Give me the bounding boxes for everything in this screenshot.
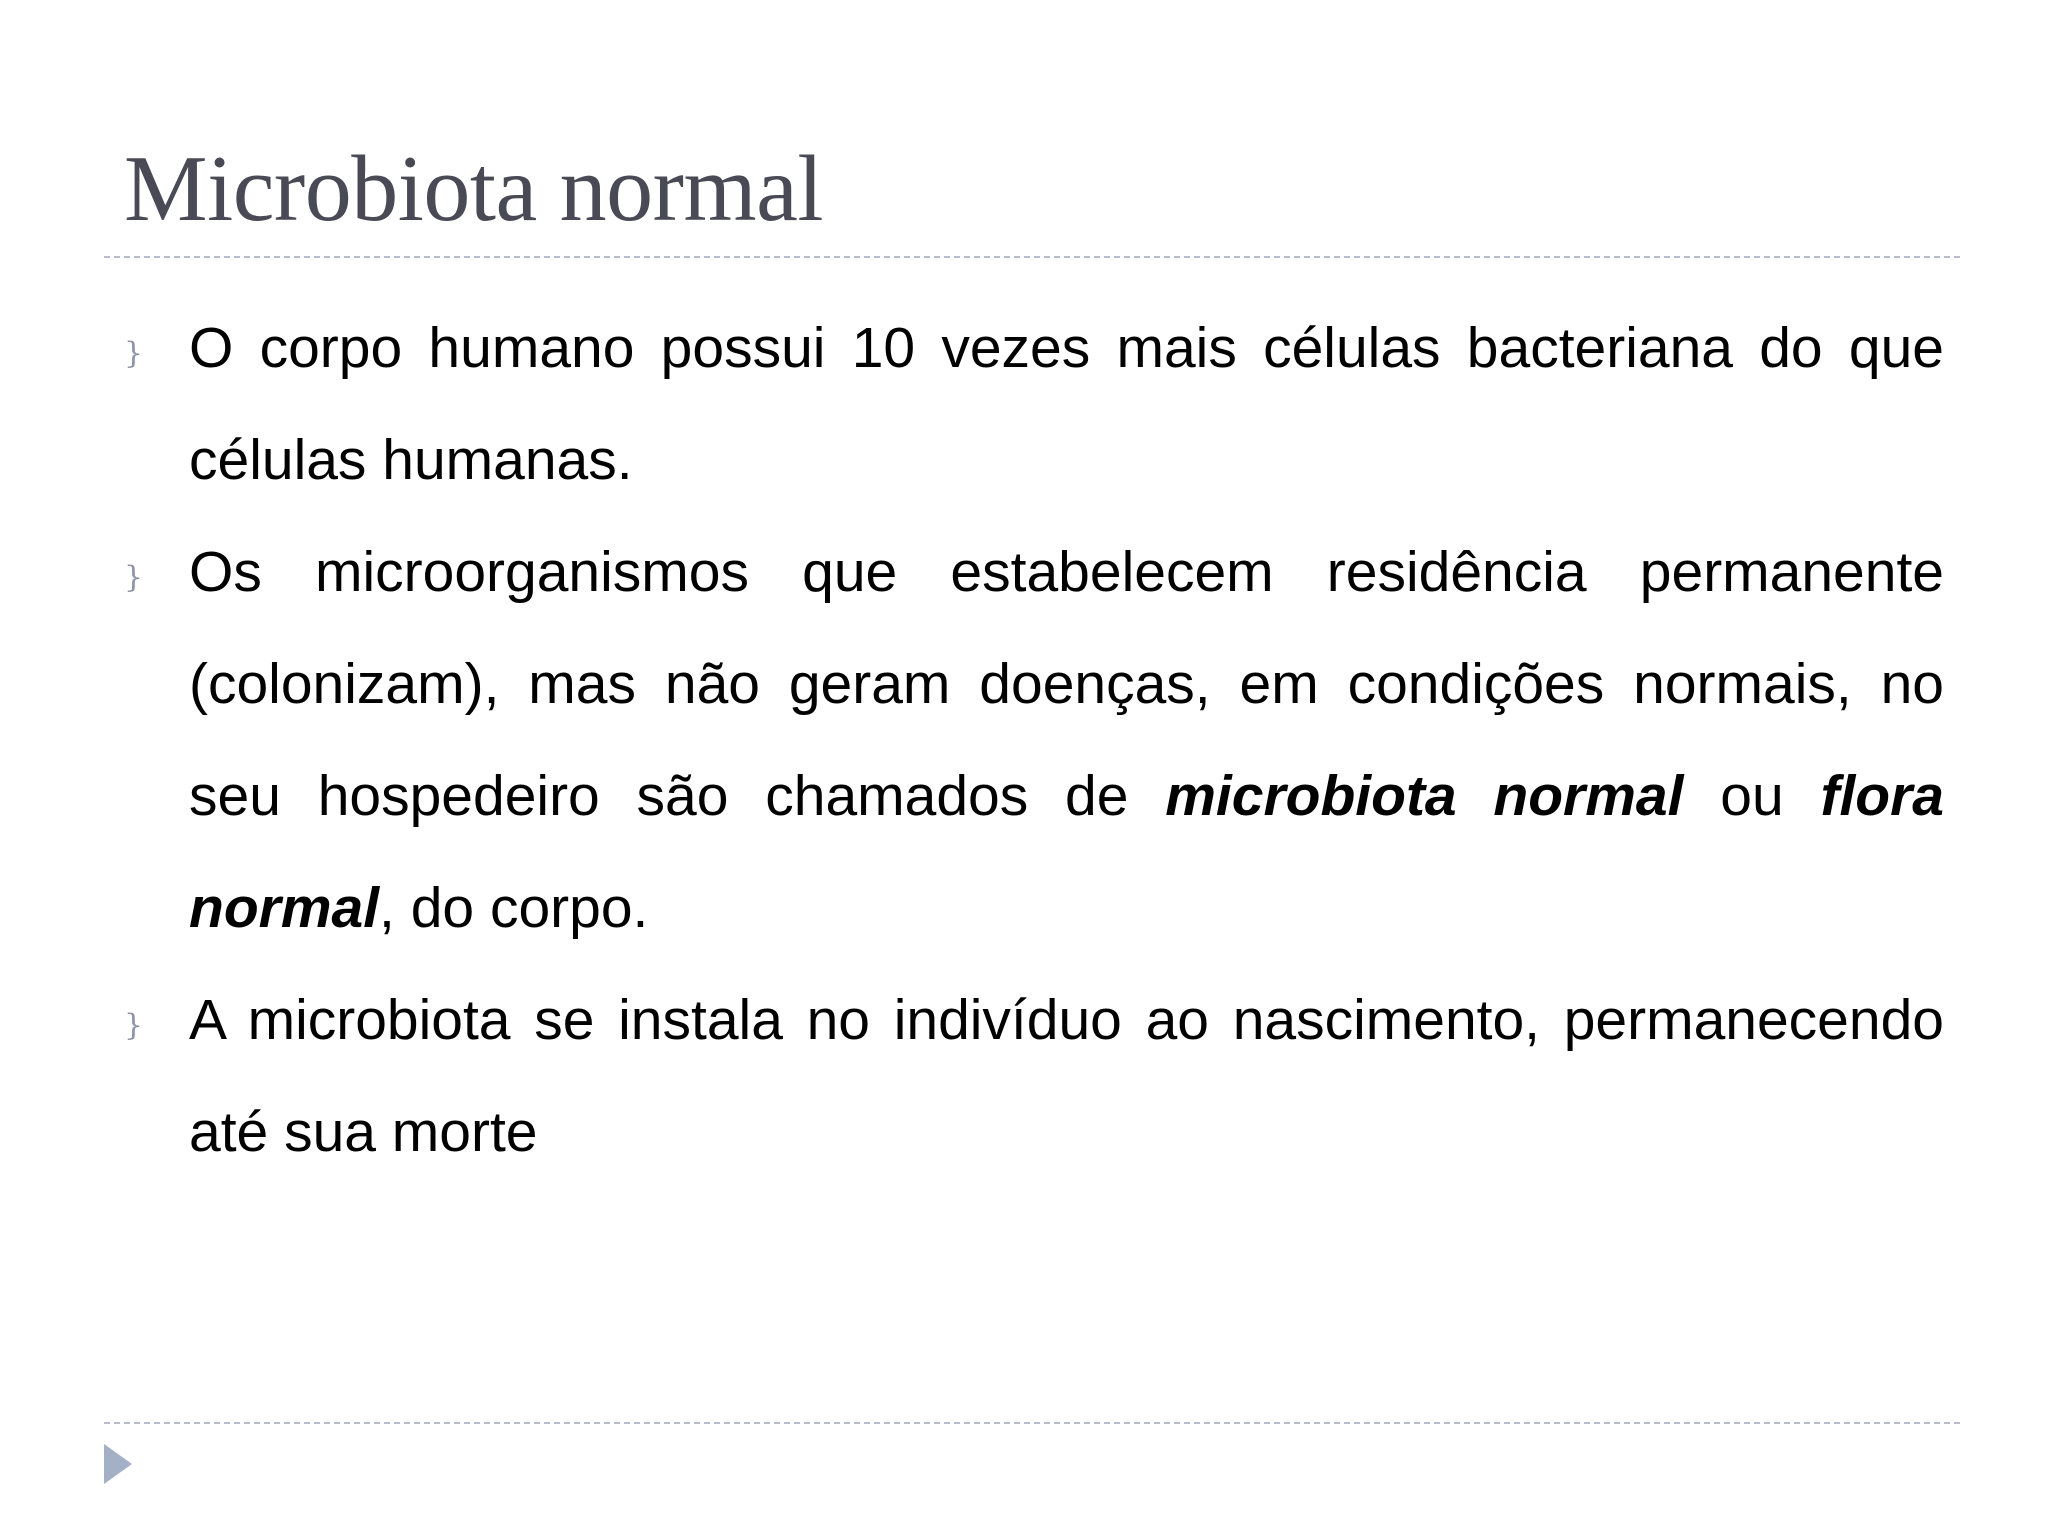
bullet-text bbox=[189, 516, 1944, 964]
bullet-text-part: A microbiota se instala no indivíduo ao nascimento, permanecendo até sua morte bbox=[189, 988, 1944, 1164]
title-divider bbox=[104, 256, 1960, 258]
bullet-item bbox=[124, 292, 1944, 516]
emphasis-term: flora normal bbox=[189, 764, 1945, 940]
footer-divider bbox=[104, 1422, 1960, 1424]
bullet-text-part: O corpo humano possui 10 vezes mais células bacteriana do que células humanas. bbox=[189, 316, 1944, 492]
bullet-text-part: ou bbox=[1683, 764, 1821, 828]
bullet-text bbox=[189, 292, 1944, 516]
triangle-right-icon[interactable] bbox=[104, 1444, 132, 1484]
bullet-text-part: Os microorganismos que estabelecem residência permanente (colonizam), mas não geram doenças, em condições normais, no seu hospedeiro são chamados de bbox=[189, 540, 1944, 828]
bullet-list bbox=[124, 292, 1944, 1188]
slide-title: Microbiota normal bbox=[124, 137, 823, 241]
bullet-item bbox=[124, 516, 1944, 964]
bullet-text bbox=[189, 964, 1944, 1188]
bullet-icon: } bbox=[124, 336, 144, 371]
bullet-item bbox=[124, 964, 1944, 1188]
bullet-icon: } bbox=[124, 560, 144, 595]
bullet-icon: } bbox=[124, 1008, 144, 1043]
emphasis-term: microbiota normal bbox=[1165, 764, 1684, 828]
bullet-text-part: , do corpo. bbox=[379, 876, 649, 940]
